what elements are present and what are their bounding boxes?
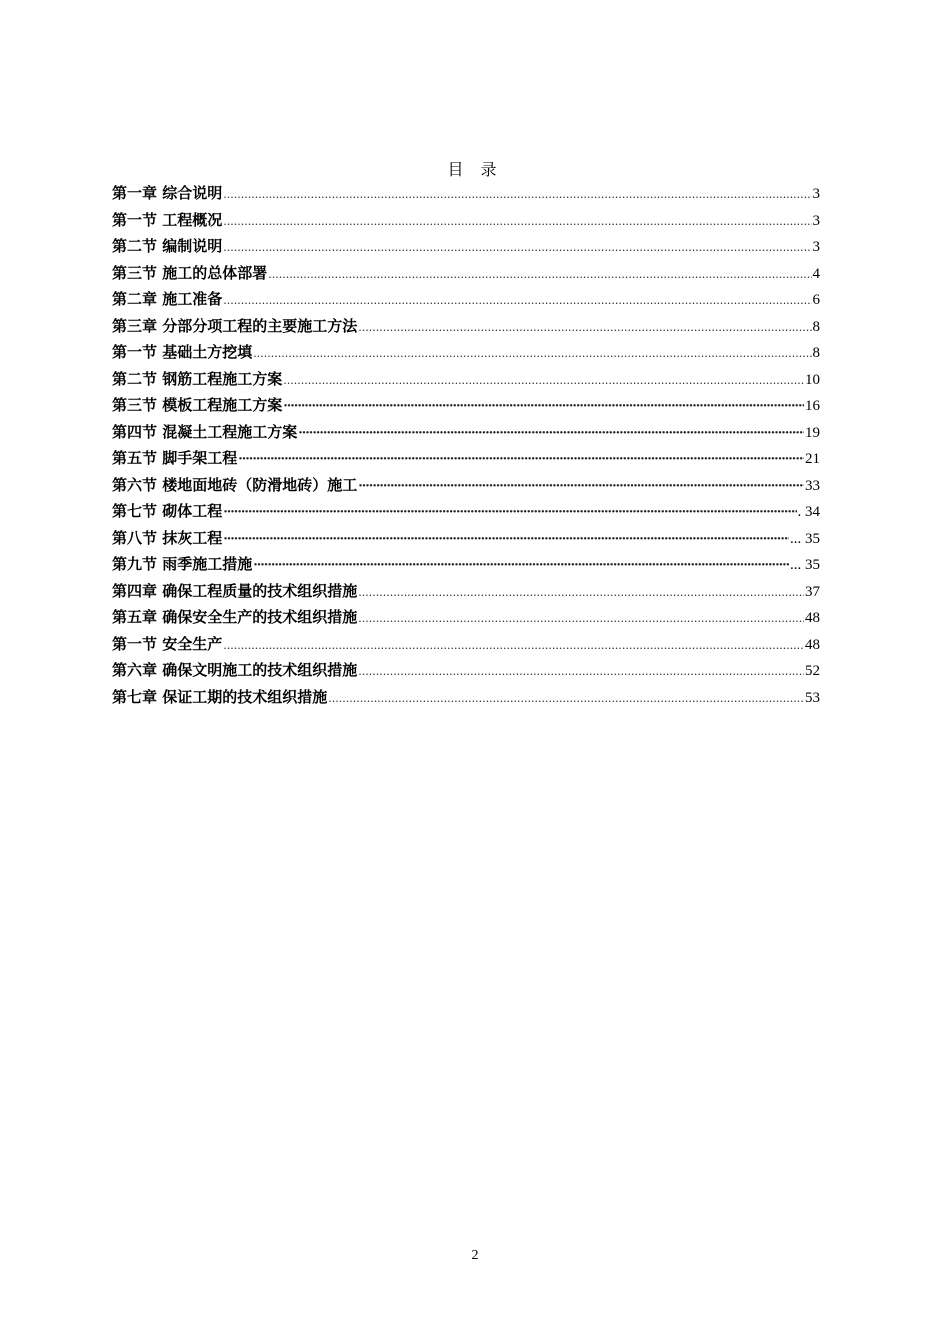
toc-entry[interactable] [112, 313, 820, 340]
toc-leader [358, 474, 804, 501]
toc-entry-page: 10 [805, 371, 820, 388]
toc-entry-label: 第二节 编制说明 [112, 237, 223, 255]
toc-entry-page: 3 [812, 239, 820, 255]
toc-leader [223, 500, 796, 527]
toc-entry[interactable] [112, 207, 820, 234]
toc-leader [223, 527, 789, 554]
toc-leader [298, 421, 804, 448]
toc-leader [358, 659, 804, 686]
toc-leader [223, 288, 811, 315]
toc-leader [358, 315, 811, 342]
toc-entry-label: 第三节 施工的总体部署 [112, 263, 268, 282]
toc-entry-page: ... 35 [790, 557, 820, 573]
toc-entry-label: 第五章 确保安全生产的技术组织措施 [112, 608, 358, 626]
toc-entry-page: 37 [805, 583, 820, 600]
toc-entry-page: 33 [805, 477, 820, 494]
toc-entry[interactable] [112, 684, 820, 711]
toc-entry-label: 第五节 脚手架工程 [112, 449, 238, 467]
toc-entry[interactable] [112, 419, 820, 446]
toc-entry[interactable] [112, 445, 820, 472]
toc-leader [253, 341, 811, 368]
toc-entry[interactable] [112, 551, 820, 578]
table-of-contents [112, 180, 820, 710]
toc-entry-page: 3 [812, 212, 820, 229]
toc-entry-label: 第六节 楼地面地砖（防滑地砖）施工 [112, 475, 358, 494]
toc-entry-label: 第二章 施工准备 [112, 290, 223, 308]
toc-entry-page: 8 [812, 345, 820, 361]
toc-entry-label: 第二节 钢筋工程施工方案 [112, 369, 283, 388]
toc-entry[interactable] [112, 233, 820, 260]
toc-entry-label: 第三章 分部分项工程的主要施工方法 [112, 316, 358, 335]
toc-leader [223, 235, 811, 262]
toc-leader [358, 580, 804, 607]
toc-entry-page: 19 [805, 424, 820, 441]
toc-leader [223, 633, 804, 660]
toc-entry[interactable] [112, 260, 820, 287]
toc-entry[interactable] [112, 366, 820, 393]
toc-leader [253, 553, 789, 580]
toc-entry[interactable] [112, 631, 820, 658]
toc-entry-label: 第四节 混凝土工程施工方案 [112, 422, 298, 441]
toc-entry[interactable] [112, 180, 820, 207]
toc-entry-page: 52 [805, 663, 820, 679]
toc-leader [238, 447, 804, 474]
toc-entry-label: 第一节 基础土方挖填 [112, 343, 253, 361]
toc-entry-label: 第七节 砌体工程 [112, 502, 223, 520]
toc-entry-label: 第一章 综合说明 [112, 184, 223, 202]
toc-entry[interactable] [112, 339, 820, 366]
toc-leader [283, 368, 804, 395]
page-number: 2 [471, 1248, 479, 1263]
toc-entry-label: 第九节 雨季施工措施 [112, 555, 253, 573]
toc-entry-page: 48 [805, 610, 820, 626]
toc-entry-page: 3 [812, 186, 820, 202]
toc-entry[interactable] [112, 392, 820, 419]
toc-entry-label: 第一节 工程概况 [112, 210, 223, 229]
toc-entry[interactable] [112, 286, 820, 313]
toc-entry-page: 21 [805, 451, 820, 467]
toc-entry-label: 第七章 保证工期的技术组织措施 [112, 687, 328, 706]
toc-entry-page: 8 [812, 318, 820, 335]
toc-entry-label: 第一节 安全生产 [112, 634, 223, 653]
toc-entry[interactable] [112, 578, 820, 605]
toc-entry-label: 第六章 确保文明施工的技术组织措施 [112, 661, 358, 679]
toc-entry-label: 第四章 确保工程质量的技术组织措施 [112, 581, 358, 600]
toc-entry[interactable] [112, 604, 820, 631]
toc-leader [223, 182, 811, 209]
toc-entry-page: 16 [805, 398, 820, 414]
toc-entry[interactable] [112, 498, 820, 525]
toc-entry-page: 4 [812, 265, 820, 282]
toc-entry[interactable] [112, 657, 820, 684]
toc-entry[interactable] [112, 525, 820, 552]
toc-entry-page: . 34 [797, 504, 820, 520]
toc-entry-page: ... 35 [790, 530, 820, 547]
toc-entry-label: 第三节 模板工程施工方案 [112, 396, 283, 414]
toc-entry-label: 第八节 抹灰工程 [112, 528, 223, 547]
toc-entry-page: 6 [812, 292, 820, 308]
toc-entry-page: 53 [805, 689, 820, 706]
toc-entry[interactable] [112, 472, 820, 499]
toc-leader [268, 262, 811, 289]
toc-entry-page: 48 [805, 636, 820, 653]
toc-leader [328, 686, 804, 713]
toc-leader [358, 606, 804, 633]
toc-title: 目 录 [447, 160, 503, 179]
toc-leader [223, 209, 811, 236]
toc-leader [283, 394, 804, 421]
